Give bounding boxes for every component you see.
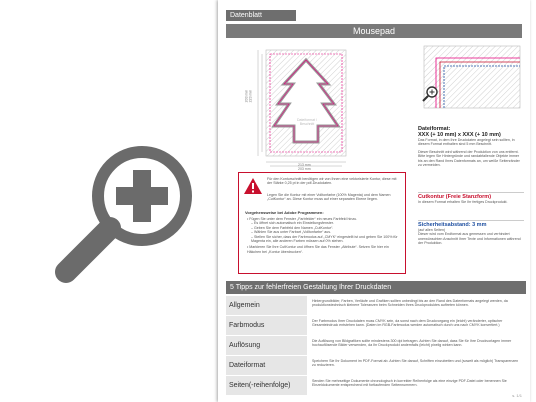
format-legend [418,44,524,246]
safety-margin-title: Sicherheitsabstand: 3 mm [418,222,487,228]
datasheet-page [218,0,530,402]
tips-list [226,296,526,396]
cut-contour-title: Cutkontur (Freie Stanzform) [418,194,492,200]
page-title: Mousepad [226,24,522,38]
format-title: Dateiformat: [418,126,451,132]
note-subheading: Vorgehensweise bei Adobe Programmen: [245,210,324,215]
product-drawing [226,44,416,172]
safety-margin-block [418,222,524,262]
zoom-in-icon[interactable] [48,140,198,290]
tip-row [226,296,526,315]
safety-margin-text: Dieser wird vom Endformat aus gemessen und verhindert unerwünschten Anschnitt Ihrer Texte und Informationen während der Produktion. [418,232,521,246]
dimension-width: 223 mm [248,89,253,103]
tip-text: Senden Sie mehrseitige Dokumente chronologisch in korrekter Reihenfolge als eine einzige PDF-Datei oder benennen Sie Einzeldokumente entsprechend mit fortlaufenden Seitennummern. [312,379,507,388]
bottom-dimension-2: 203 mm [298,167,311,171]
format-text: Das Format, in dem Ihre Druckdaten angelegt sein sollten, in diesem Format enthalten sind 5 mm Beschnitt. [418,138,515,147]
note-step: – Geben Sie dem Farbfeld den Namen „CutKontur“. [251,225,334,230]
page-number: s. 1/1 [512,393,522,398]
tip-row [226,336,526,355]
tip-text: Der Farbmodus Ihrer Druckdaten muss CMYK sein, da sonst nach dem Druckvorgang ein (leicht) veränderter, optischer Gesamteindruck entstehen kann. (Daten im RGB-Farbmodus werden automatisch durch uns nach CMYK konvertiert.) [312,319,503,328]
note-paragraph-2: Legen Sie die Kontur mit einer Volltonfarbe (100% Magenta) und dem Namen „CutKontur“ an. Diese Kontur muss auf einer separaten Ebene liegen. [267,193,391,202]
tip-row [226,376,526,395]
note-step: • Fügen Sie unter dem Fenster „Farbfelder“ ein neues Farbfeld hinzu. [247,217,358,221]
cut-contour-text: In diesem Format erhalten Sie Ihr fertiges Druckprodukt. [418,200,508,204]
tip-row [226,356,526,375]
tip-row [226,316,526,335]
datasheet-tab: Datenblatt [226,10,296,21]
bottom-dimension-1: 213 mm [298,163,311,167]
tip-label: Auflösung [226,336,307,355]
safety-margin-sub: (auf allen Seiten) [418,228,446,232]
tip-label: Seiten(-reihenfolge) [226,376,307,395]
tip-label: Farbmodus [226,316,307,335]
tip-text: Speichern Sie Ihr Dokument im PDF-Format ab. Achten Sie darauf, Schriften einzubetten und (soweit als möglich) Transparenzen zu reduzieren. [312,359,519,368]
note-step: – Stellen Sie sicher, dass der Farbmodus auf „CMYK“ eingestellt ist und geben Sie 100% für Magenta ein, alle anderen Farben müssen auf 0% stehen. [251,234,398,244]
note-paragraph-1: Für den Konturschnitt benötigen wir von Ihnen eine vektorisierte Kontur, diese mit der Stärke 0,25 pt in der pdf-Druckdaten. [267,177,397,186]
corner-detail-graphic [418,44,524,110]
tip-text: Hintergrundbilder, Farben, Verläufe und Grafiken sollten unbedingt bis an den Rand des Datenformats angelegt werden, da produktionstechnisch kleinere Toleranzen beim Schneiden Ihres Druckproduktes auftreten können. [312,299,508,308]
note-step: – Es öffnet sich automatisch ein Einstellungsfenster. [251,221,334,226]
warning-icon [243,177,263,195]
cut-contour-note [238,172,406,274]
cut-contour-block [418,194,524,221]
magnifier-plus-icon [48,140,198,290]
tip-label: Allgemein [226,296,307,315]
inner-format-label: Dateiformat / Beschnitt [296,118,318,126]
note-step: – Wählen Sie aus unter Farbart „Volltonfarbe“ aus. [251,230,332,235]
tip-text: Die Auflösung von Bildgrafiken sollte mindestens 300 dpi betragen. Achten Sie darauf, dass Sie für Ihre Druckvorlagen immer hochauflösende Bilder verwenden, da Ihr Druckprodukt andernfalls (leicht) pixelig wirken kann. [312,339,512,348]
note-step: • Markieren Sie Ihre CutKontur und öffnen Sie das Fenster „Attribute“. Setzen Sie hier ein Häkchen bei „Kontur überdrucken“. [247,245,389,254]
format-block [418,126,524,193]
tips-heading: 5 Tipps zur fehlerfreien Gestaltung Ihrer Druckdaten [226,281,526,294]
note-steps [247,217,399,254]
bleed-text: Dieser Beschnitt wird während der Produktion von uns entfernt. Bitte legen Sie Hintergründe und randabfallende Objekte immer bis an den Rand Ihres Datenformats an, um weiße Seitenränder zu vermeiden. [418,149,520,168]
dimension-height: 203 mm [244,89,249,103]
tip-label: Dateiformat [226,356,307,375]
format-size: XXX (+ 10 mm) x XXX (+ 10 mm) [418,132,501,138]
